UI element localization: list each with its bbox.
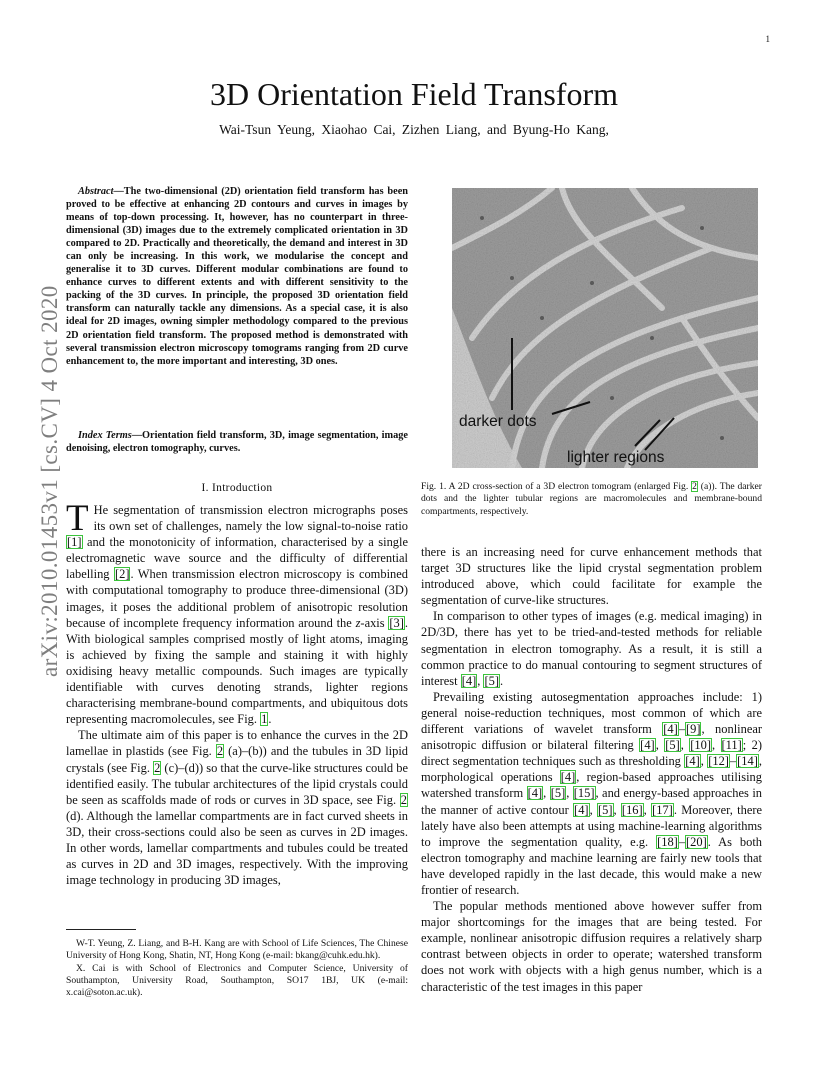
citation-link[interactable]: [15] [573, 786, 595, 801]
text-run: . As both electron tomography and machine learning are fairly new tools that have developed rapidly in the last decade, this would make a new frontier of research. [421, 834, 763, 897]
author-list: Wai-Tsun Yeung, Xiaohao Cai, Zizhen Liang, and Byung-Ho Kang, [219, 122, 609, 137]
text-run: , [712, 738, 721, 753]
citation-link[interactable]: [5] [484, 673, 499, 688]
figure-caption [421, 481, 762, 518]
micrograph-figure [452, 188, 758, 468]
citation-link[interactable]: [12] [708, 754, 729, 769]
figure-link[interactable]: 2 [400, 792, 407, 807]
text-run: , [543, 786, 550, 801]
citation-link[interactable]: [4] [560, 770, 576, 785]
text-run: Fig. 1. A 2D cross-section of a 3D electron tomogram (enlarged Fig. [421, 481, 692, 492]
abstract [66, 185, 408, 368]
micrograph-image [452, 188, 758, 468]
section-heading: I. Introduction [201, 482, 273, 494]
footnote: W-T. Yeung, Z. Liang, and B-H. Kang are with School of Life Sciences, The Chinese University of Hong Kong, Shatin, NT, Hong Kong (e-mail: bkang@cuhk.edu.hk). [66, 938, 408, 962]
text-run: He segmentation of transmission electron micrographs poses its own set of challenges, namely the low signal-to-noise ratio [93, 503, 408, 534]
figure-link[interactable]: 2 [154, 760, 161, 775]
citation-link[interactable]: [16] [621, 802, 643, 817]
text-run: , [477, 673, 484, 688]
body-paragraph [421, 689, 762, 898]
figure-link[interactable]: 2 [216, 744, 224, 759]
text-run: . Moreover, there lately have also been attempts at using machine-learning algorithms to improve the segmentation quality, e.g. [421, 802, 763, 849]
right-column-text [421, 544, 762, 995]
intro-paragraph [66, 727, 408, 888]
citation-link[interactable]: [14] [737, 754, 758, 769]
body-paragraph: there is an increasing need for curve enhancement methods that target 3D structures like the lipid crystal segmentation problem introduced above, which could facilitate for example the segmentation of curve-like structures. [421, 545, 762, 608]
darker-dots-label: darker dots [459, 413, 537, 430]
citation-link[interactable]: [4] [663, 722, 678, 737]
text-run: (d). Although the lamellar compartments are in fact curved sheets in 3D, their cross-sections could also be seen as curves in 2D images. In other words, lamellar compartments and tubules could be treated as curves in 2D and 3D images, respectively. With the improving image technology in producing 3D images, [66, 808, 408, 888]
index-terms [66, 429, 408, 455]
text-run: , [566, 786, 573, 801]
text-run: . When transmission electron microscopy is combined with computational tomography to produce three-dimensional (3D) images, it poses the additional problem of anisotropic resolution because of incomplete frequency information around the [66, 567, 408, 630]
figure-link[interactable]: 1 [261, 712, 268, 727]
text-run: . [499, 673, 504, 688]
text-run: Prevailing existing autosegmentation approaches include: 1) general noise-reduction techniques, most common of which are different variations of wavelet transform [421, 689, 762, 737]
body-paragraph: The popular methods mentioned above however suffer from major shortcomings for the images that are being tested. For example, nonlinear anisotropic diffusion requires a relatively sharp contrast between objects in order to operate; watershed transform does not work with objects with a high genus number, which is a characteristic of the test images in this paper [421, 899, 762, 994]
citation-link[interactable]: [10] [690, 738, 711, 753]
text-run: , [613, 802, 621, 817]
text-run: , region-based approaches utilising watershed transform [421, 770, 762, 801]
citation-link[interactable]: [20] [686, 834, 707, 849]
citation-link[interactable]: [3] [389, 615, 404, 630]
text-run: . With biological samples comprised mostly of light atoms, imaging is achieved by fixing the sample and staining it with highly oxidising heavy metallic compounds. Such images are typically identifiable with curves denoting strands, lighter regions characterising membrane-bound compartments, and ubiquitous dots representing macromolecules, see Fig. [66, 615, 408, 727]
citation-link[interactable]: [4] [461, 673, 477, 688]
introduction-text [66, 498, 408, 888]
text-run: (a)–(b)) and the tubules in 3D lipid crystals (see Fig. [66, 744, 408, 775]
citation-link[interactable]: [4] [640, 738, 655, 753]
text-run: . [268, 712, 272, 727]
intro-paragraph [66, 498, 408, 727]
footnote-rule [66, 929, 136, 930]
text-run: , morphological operations [421, 754, 762, 785]
index-terms-label: Index Terms [78, 430, 132, 441]
text-run: (c)–(d)) so that the curve-like structures could be identified easily. The tubular architectures of the lipid crystals could be seen as scaffolds made of rods or curves in 3D space, see Fig. [66, 760, 408, 807]
text-run: The ultimate aim of this paper is to enhance the curves in the 2D lamellae in plastids (see Fig. [66, 728, 408, 759]
text-run: – [678, 722, 685, 737]
citation-link[interactable]: [5] [550, 786, 566, 801]
text-run: In comparison to other types of images (e.g. medical imaging) in 2D/3D, there has yet to be tried-and-tested methods for reliable segmentation in electron tomography. As a result, it is still a common practice to do manual contouring to segment structures of interest [421, 609, 762, 688]
abstract-label: Abstract [78, 186, 114, 197]
citation-link[interactable]: [5] [597, 802, 613, 817]
text-run: ; 2) direct segmentation techniques such as thresholding [421, 738, 763, 769]
text-run: , [643, 802, 652, 817]
text-run: – [678, 834, 686, 849]
text-run: , [680, 738, 690, 753]
text-run: -axis [360, 615, 389, 630]
abstract-text: —The two-dimensional (2D) orientation field transform has been proved to be effective at enhancing 2D contours and curves in images by means of top-down processing. It, however, has no counterpart in three-dimensional (3D) images due to the extremely complicated orientation in 3D compared to 2D. Practically and theoretically, the demand and interest in 3D can only be increasing. In this work, we modularise the concept and generalise it to 3D curves. Different modular combinations are found to enhance curves to different extents and with different sensitivity to the packing of the 3D curves. In principle, the proposed 3D orientation field transform can naturally tackle any dimensions. As a special case, it is also ideal for 2D images, owning simpler methodology compared to the previous 2D orientation field transform. The proposed method is demonstrated with several transmission electron microscopy tomograms ranging from 2D curve enhancement to, the more important and interesting, 3D ones. [66, 186, 408, 367]
paper-title: 3D Orientation Field Transform [210, 76, 618, 112]
citation-link[interactable]: [4] [685, 754, 700, 769]
text-run: – [729, 754, 737, 769]
footnote: X. Cai is with School of Electronics and Computer Science, University of Southampton, University Road, Southampton, SO17 1BJ, UK (e-mail: x.cai@soton.ac.uk). [66, 962, 408, 999]
arxiv-identifier: arXiv:2010.01453v1 [cs.CV] 4 Oct 2020 [37, 285, 62, 677]
footnotes [66, 938, 408, 999]
citation-link[interactable]: [11] [721, 738, 742, 753]
figure-link[interactable]: 2 [692, 481, 697, 492]
text-run: , nonlinear anisotropic diffusion or bilateral filtering [421, 722, 763, 753]
citation-link[interactable]: [1] [67, 535, 82, 550]
drop-cap: T [66, 498, 89, 539]
text-run: and the monotonicity of information, characterised by a single electromagnetic wave source and the difficulty of differential labelling [66, 535, 408, 582]
text-run: (a)). The darker dots and the lighter tubular regions are macromolecules and membrane-bound compartments, respectively. [421, 481, 762, 517]
text-run: , [700, 754, 708, 769]
citation-link[interactable]: [2] [114, 567, 130, 582]
math-variable: z [355, 615, 361, 630]
citation-link[interactable]: [4] [574, 802, 589, 817]
citation-link[interactable]: [5] [665, 738, 680, 753]
index-terms-text: —Orientation field transform, 3D, image segmentation, image denoising, electron tomography, curves. [66, 430, 408, 455]
citation-link[interactable]: [18] [657, 834, 678, 849]
body-paragraph [421, 608, 762, 688]
text-run: , [589, 802, 597, 817]
text-run: , [655, 738, 665, 753]
citation-link[interactable]: [9] [685, 722, 701, 737]
page-number: 1 [765, 34, 770, 44]
lighter-regions-label: lighter regions [567, 449, 665, 466]
text-run: , and energy-based approaches in the manner of active contour [421, 786, 762, 817]
citation-link[interactable]: [4] [527, 786, 543, 801]
citation-link[interactable]: [17] [652, 802, 673, 817]
